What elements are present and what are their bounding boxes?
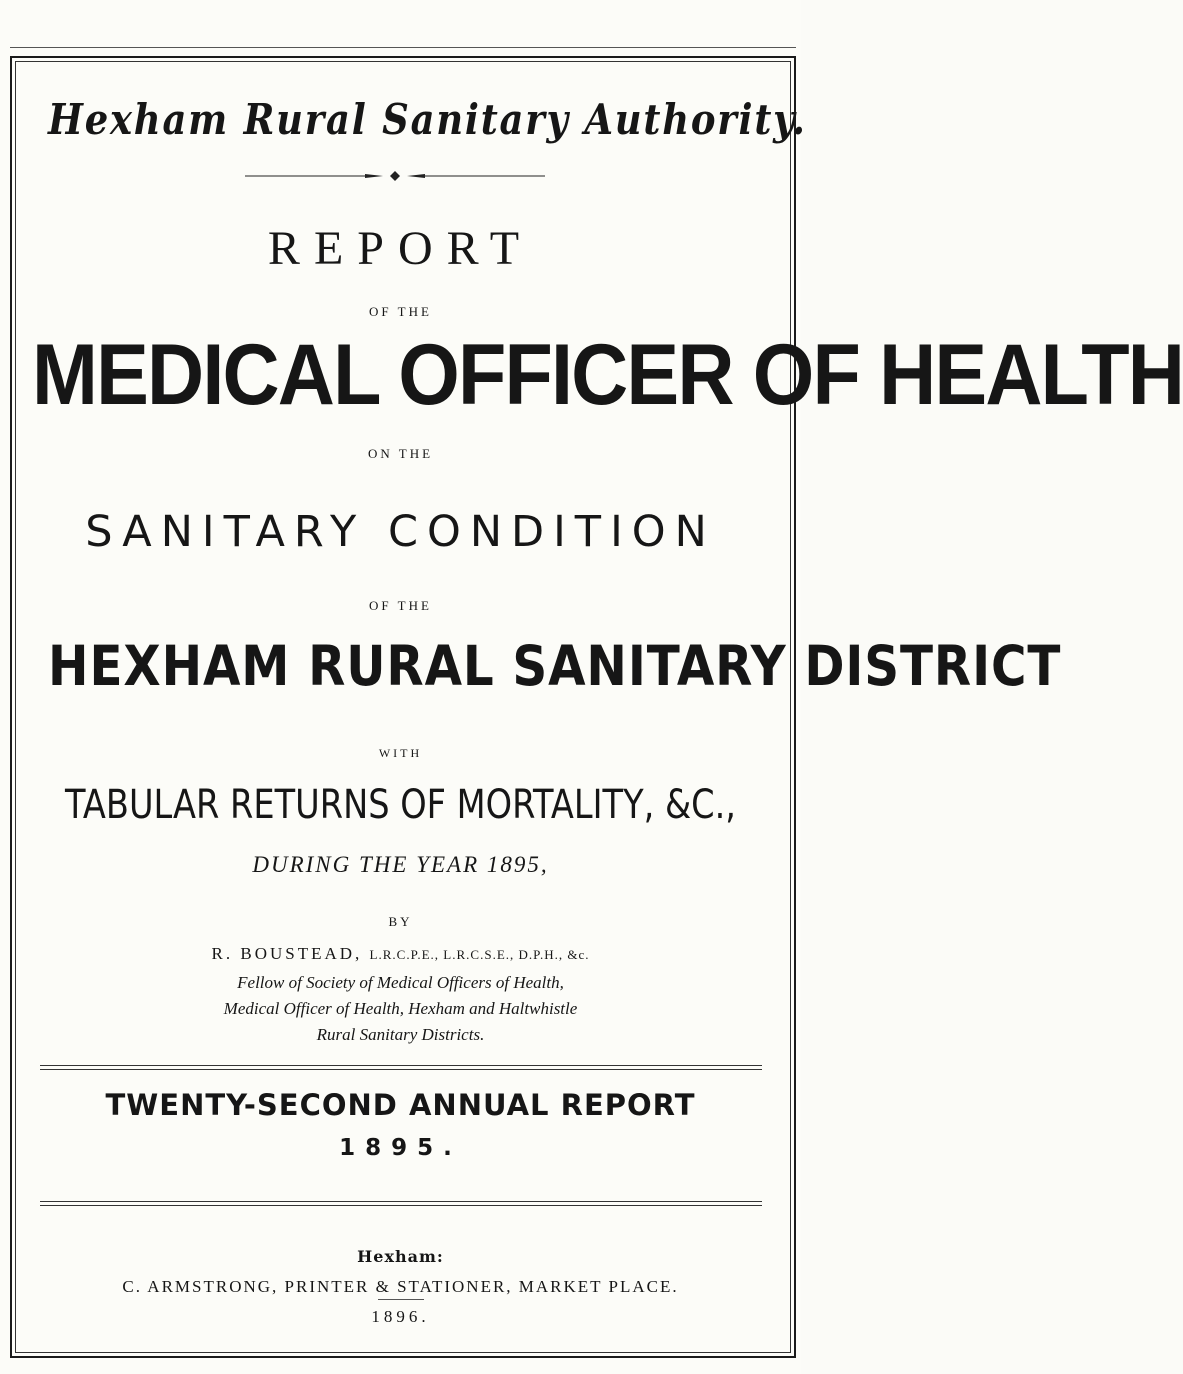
- with-label: WITH: [378, 746, 423, 760]
- district-heading: HEXHAM RURAL SANITARY DISTRICT: [48, 634, 1062, 698]
- author-line: [0, 944, 801, 964]
- double-rule-bottom-b: [40, 1205, 762, 1206]
- double-rule-top-a: [40, 1065, 762, 1066]
- imprint-year: 1896.: [371, 1307, 430, 1326]
- authority-heading: Hexham Rural Sanitary Authority.: [48, 95, 807, 144]
- ornament-divider: [245, 170, 545, 182]
- report-heading: REPORT: [267, 222, 534, 275]
- top-rule: [10, 47, 796, 48]
- returns-heading: TABULAR RETURNS OF MORTALITY, &C.,: [64, 782, 736, 828]
- author-credit-1: Fellow of Society of Medical Officers of Health,: [237, 973, 564, 992]
- imprint-short-rule: [378, 1299, 424, 1300]
- annual-report-heading: TWENTY-SECOND ANNUAL REPORT: [105, 1088, 696, 1122]
- printer-line: C. ARMSTRONG, PRINTER & STATIONER, MARKET PLACE.: [122, 1277, 679, 1296]
- report-year: 1895.: [339, 1135, 462, 1161]
- author-qualifications: L.R.C.P.E., L.R.C.S.E., D.P.H., &c.: [369, 947, 590, 962]
- by-label: BY: [388, 914, 413, 929]
- double-rule-bottom-a: [40, 1201, 762, 1202]
- officer-title: MEDICAL OFFICER OF HEALTH: [32, 327, 1183, 423]
- author-name: R. BOUSTEAD,: [211, 944, 363, 963]
- imprint-place: Hexham:: [357, 1247, 444, 1266]
- double-rule-top-b: [40, 1069, 762, 1070]
- on-the-label: ON THE: [367, 446, 434, 461]
- subject-heading: SANITARY CONDITION: [85, 507, 716, 557]
- of-the-label: OF THE: [369, 304, 432, 319]
- author-credit-3: Rural Sanitary Districts.: [316, 1025, 485, 1044]
- author-credit-2: Medical Officer of Health, Hexham and Haltwhistle: [223, 999, 578, 1018]
- during-year: DURING THE YEAR 1895,: [252, 852, 549, 877]
- of-the-label-2: OF THE: [369, 598, 432, 613]
